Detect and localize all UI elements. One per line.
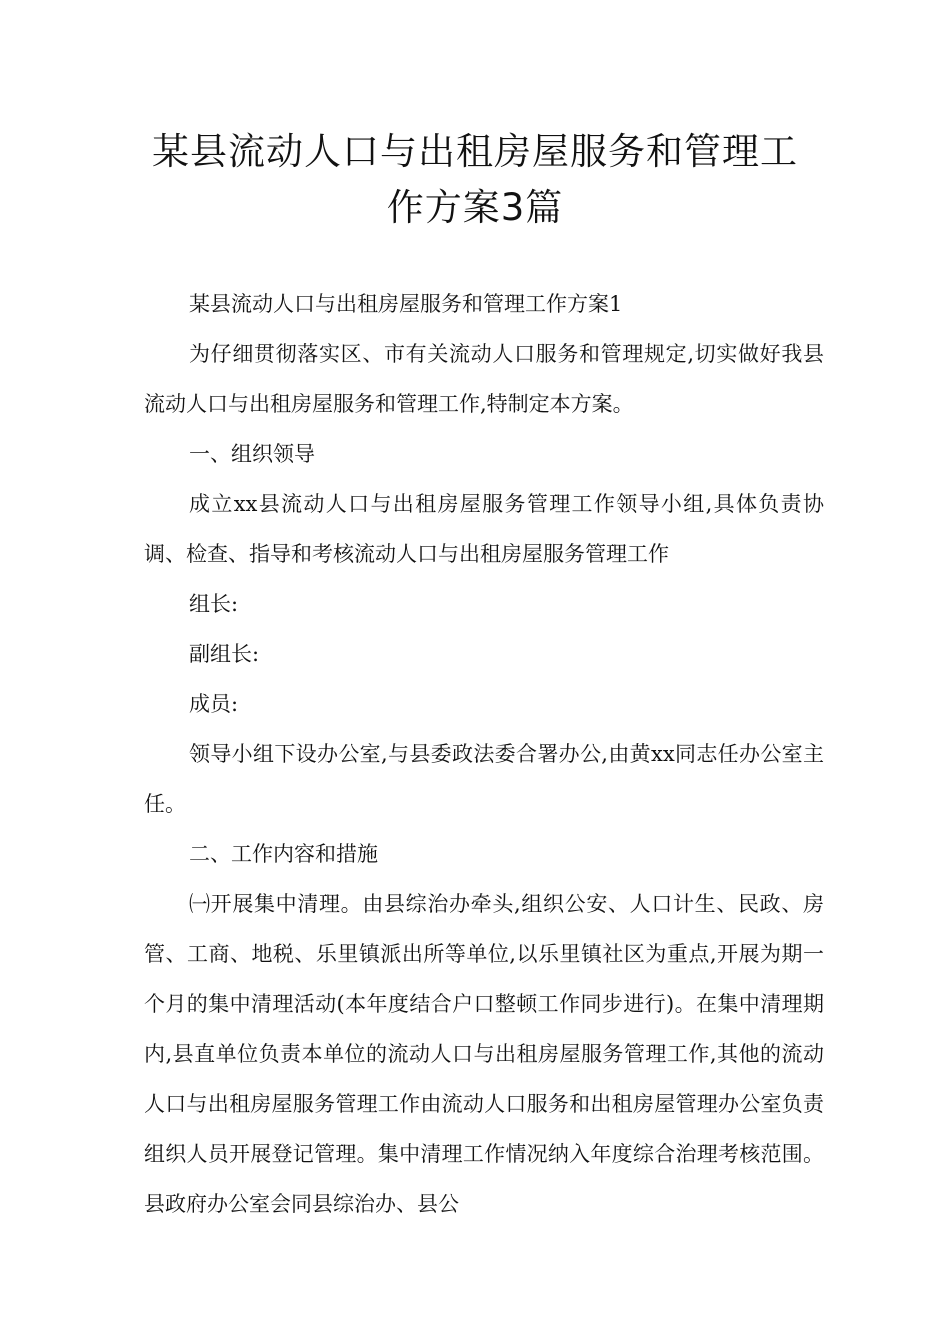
deputy-leader-label: 副组长:: [189, 642, 260, 666]
section-heading: 某县流动人口与出租房屋服务和管理工作方案1: [189, 292, 623, 316]
section-heading: 二、工作内容和措施: [189, 842, 378, 866]
body-paragraph: ㈠开展集中清理。由县综治办牵头,组织公安、人口计生、民政、房管、工商、地税、乐里镇派出所等单位,以乐里镇社区为重点,开展为期一个月的集中清理活动(本年度结合户口整顿工作同步进行)。在集中清理期内,县直单位负责本单位的流动人口与出租房屋服务管理工作,其他的流动人口与出租房屋服务管理工作由流动人口服务和出租房屋管理办公室负责组织人员开展登记管理。集中清理工作情况纳入年度综合治理考核范围。县政府办公室会同县综治办、县公: [144, 892, 824, 1216]
body-paragraph: 成立xx县流动人口与出租房屋服务管理工作领导小组,具体负责协调、检查、指导和考核流动人口与出租房屋服务管理工作: [144, 492, 824, 566]
title-line-1: 某县流动人口与出租房屋服务和管理工: [152, 130, 798, 173]
members-label: 成员:: [189, 692, 239, 716]
intro-paragraph: 为仔细贯彻落实区、市有关流动人口服务和管理规定,切实做好我县流动人口与出租房屋服务和管理工作,特制定本方案。: [144, 342, 824, 416]
leader-label: 组长:: [189, 592, 239, 616]
section-heading: 一、组织领导: [189, 442, 315, 466]
title-line-2: 作方案3篇: [386, 186, 564, 229]
document-title: [120, 124, 830, 236]
document-body: [144, 279, 824, 1229]
body-paragraph: 领导小组下设办公室,与县委政法委合署办公,由黄xx同志任办公室主任。: [144, 742, 824, 816]
